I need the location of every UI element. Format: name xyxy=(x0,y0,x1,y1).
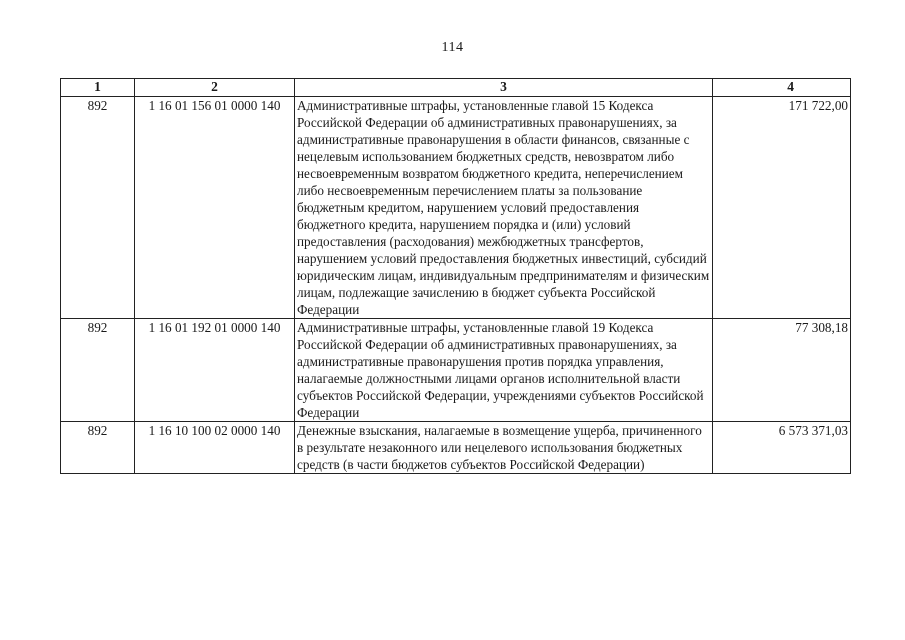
amount-cell: 77 308,18 xyxy=(713,319,851,422)
page-number: 114 xyxy=(441,40,464,55)
admin-code-cell: 892 xyxy=(61,319,135,422)
description-cell: Административные штрафы, установленные главой 15 Кодекса Российской Федерации об административных правонарушениях, за административные правонарушения в области финансов, связанные с нецелевым использованием бюджетных средств, невозвратом либо несвоевременным возвратом бюджетного кредита, неперечислением либо несвоевременным перечислением платы за пользование бюджетным кредитом, нарушением условий предоставления бюджетного кредита, нарушением порядка и (или) условий предоставления (расходования) межбюджетных трансфертов, нарушением условий предоставления бюджетных инвестиций, субсидий юридическим лицам, индивидуальным предпринимателям и физическим лицам, подлежащие зачислению в бюджет субъекта Российской Федерации xyxy=(295,97,713,319)
description-cell: Денежные взыскания, налагаемые в возмещение ущерба, причиненного в результате незаконного или нецелевого использования бюджетных средств (в части бюджетов субъектов Российской Федерации) xyxy=(295,422,713,474)
column-header-1: 1 xyxy=(61,79,135,97)
table-row xyxy=(61,319,851,422)
description-cell: Административные штрафы, установленные главой 19 Кодекса Российской Федерации об административных правонарушениях, за административные правонарушения против порядка управления, налагаемые должностными лицами органов исполнительной власти субъектов Российской Федерации, учреждениями субъектов Российской Федерации xyxy=(295,319,713,422)
budget-revenue-table xyxy=(60,78,851,474)
column-header-2: 2 xyxy=(135,79,295,97)
admin-code-cell: 892 xyxy=(61,97,135,319)
budget-code-cell: 1 16 10 100 02 0000 140 xyxy=(135,422,295,474)
budget-code-cell: 1 16 01 192 01 0000 140 xyxy=(135,319,295,422)
table-header-row xyxy=(61,79,851,97)
amount-cell: 6 573 371,03 xyxy=(713,422,851,474)
column-header-4: 4 xyxy=(713,79,851,97)
column-header-3: 3 xyxy=(295,79,713,97)
table-row xyxy=(61,422,851,474)
budget-code-cell: 1 16 01 156 01 0000 140 xyxy=(135,97,295,319)
admin-code-cell: 892 xyxy=(61,422,135,474)
table-row xyxy=(61,97,851,319)
amount-cell: 171 722,00 xyxy=(713,97,851,319)
